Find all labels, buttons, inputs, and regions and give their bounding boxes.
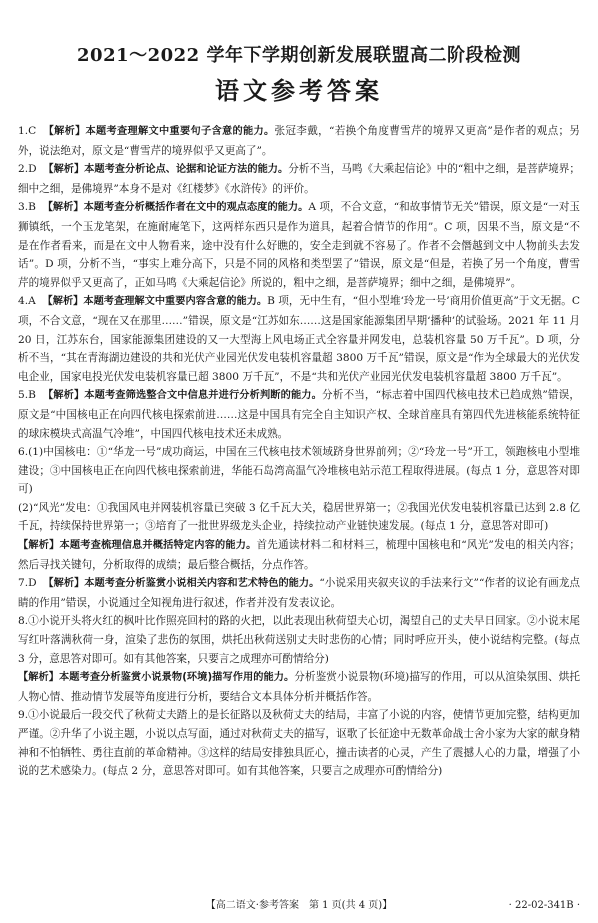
analysis-tag: 【解析】本题考查筛选整合文中信息并进行分析判断的能力。 <box>42 390 322 402</box>
answer-number: 6. <box>18 446 29 459</box>
answer-item <box>18 536 580 574</box>
answer-number: 9. <box>18 709 29 722</box>
page-footer <box>18 899 580 913</box>
answer-text: (1)中国核电：①“华龙一号”成功商运，中国在三代核电技术领域跻身世界前列；②“玲龙一号”开工，领跑核电小型堆建设；③中国核电正在向四代核电探索前进，华能石岛湾高温气冷堆核电站示范工程取得进展。(每点 1 分，意思答对即可) <box>18 446 580 496</box>
answer-number: 5.B <box>18 389 36 402</box>
answer-text: ①小说开头将火红的枫叶比作照亮回村的路的火把，以此表现出秋荷望夫心切，渴望自己的丈夫早日回家。②小说末尾写红叶落满秋荷一身，渲染了悲伤的氛围，烘托出秋荷送别丈夫时悲伤的心情；同时呼应开头，使小说结构完整。(每点 3 分，意思答对即可。如有其他答案，只要言之成理亦可酌情给分) <box>18 615 580 665</box>
answer-number: 1.C <box>18 125 37 137</box>
answer-text: ①小说最后一段交代了秋荷丈夫踏上的是长征路以及秋荷丈夫的结局，丰富了小说的内容，使情节更加完整，结构更加严谨。②升华了小说主题，小说以点写面，通过对秋荷丈夫的描写，讴歌了长征途中无数革命战士舍小家为大家的献身精神和不怕牺牲、勇往直前的革命精神。③这样的结局安排独具匠心，撞击读者的心灵，产生了震撼人心的力量，增强了小说的艺术感染力。(每点 2 分，意思答对即可。如有其他答案，只要言之成理亦可酌情给分) <box>18 709 580 778</box>
analysis-tag: 【解析】本题考查理解文中重要句子含意的能力。 <box>43 126 275 137</box>
answer-number: 7.D <box>18 577 37 590</box>
answer-text: 分析鉴赏小说景物(环境)描写的作用，可以从渲染氛围、烘托人物心情、推动情节发展等角度进行分析，要结合文本具体分析并概括作答。 <box>18 671 580 703</box>
answer-text: B 项，无中生有，“但小型堆‘玲龙一号’商用价值更高”于文无据。C 项，不合文意，“现在又在那里……”错误，原文是“江苏如东……这是国家能源集团早期‘播种’的试验场。2021 年 11 月 20 日，江苏东台，国家能源集团建设的又一大型海上风电场正式全容量并网发电，总装机容量 50 万千瓦”。D 项，分析不当，“其在青海湖边建设的共和光伏产业园光伏发电装机容量超 3800 万千瓦”错误，原文是“作为全球最大的光伏发电企业，国家电投光伏发电装机容量已超 3800 万千瓦”，不是“共和光伏产业园光伏发电装机容量超 3800 万千瓦”。 <box>18 295 580 383</box>
analysis-tag: 【解析】本题考查梳理信息并概括特定内容的能力。 <box>18 540 257 552</box>
answer-text: “小说采用夹叙夹议的手法来行文”“作者的议论有画龙点睛的作用”错误，小说通过全知视角进行叙述，作者并没有发表议论。 <box>18 577 581 609</box>
answer-item <box>18 198 580 292</box>
analysis-tag: 【解析】本题考查分析鉴赏小说相关内容和艺术特色的能力。 <box>43 578 320 590</box>
answer-number: 4.A <box>18 295 36 308</box>
answer-item <box>18 386 580 443</box>
answer-item <box>18 292 580 386</box>
answer-item <box>18 160 580 198</box>
answer-item <box>18 443 580 499</box>
answer-text: 首先通读材料二和材料三，梳理中国核电和“风光”发电的相关内容；然后寻找关键句，分析取得的成绩；最后整合概括，分点作答。 <box>18 539 580 571</box>
answer-number: 8. <box>18 615 29 628</box>
answer-item <box>18 612 580 668</box>
answer-text: A 项，不合文意，“和故事情节无关”错误，原文是“一对玉狮镇纸，一个玉龙笔架，在施耐庵笔下，这两样东西只是作为道具，起着合情节的作用”。C 项，因果不当，原文是“不是在作者看来，而是在文中人物看来，途中没有什么好瞧的，安全走到就不容易了。作者不会僭越到文中人物前头去发话”。D 项，分析不当，“事实上难分高下，只是不同的风格和类型罢了”错误，原文是“但是，若换了另一个角度，曹雪芹的境界似乎又更高了，正如马鸣《大乘起信论》所说的，粗中之细，是菩萨境界；细中之细，是佛境界”。 <box>18 201 580 289</box>
answer-text: (2)“风光”发电：①我国风电并网装机容量已突破 3 亿千瓦大关，稳居世界第一；②我国光伏发电装机容量已达到 2.8 亿千瓦，持续保持世界第一；③培育了一批世界级龙头企业，持续拉动产业链快速发展。(每点 1 分，意思答对即可) <box>18 501 580 533</box>
analysis-tag: 【解析】本题考查理解文中重要内容含意的能力。 <box>42 296 268 308</box>
answer-item <box>18 499 580 536</box>
answer-text: 分析不当，“标志着中国四代核电技术已趋成熟”错误，原文是“中国核电正在向四代核电探索前进……这是中国具有完全自主知识产权、全球首座具有第四代先进核能系统特征的球床模块式高温气冷堆”，中国四代核电技术还未成熟。 <box>18 389 580 440</box>
answer-item <box>18 668 580 706</box>
answer-item <box>18 706 580 780</box>
footer-page-info: 【高二语文·参考答案 第 1 页(共 4 页)】 <box>205 900 393 911</box>
answer-list <box>18 122 580 781</box>
answer-item <box>18 574 580 612</box>
document-title: 语文参考答案 <box>215 76 383 105</box>
exam-title: 2021～2022 学年下学期创新发展联盟高二阶段检测 <box>77 45 521 66</box>
analysis-tag: 【解析】本题考查分析概括作者在文中的观点态度的能力。 <box>42 202 309 214</box>
analysis-tag: 【解析】本题考查分析鉴赏小说景物(环境)描写作用的能力。 <box>18 672 295 684</box>
analysis-tag: 【解析】本题考查分析论点、论据和论证方法的能力。 <box>43 164 289 176</box>
answer-text: 张冠李戴，“若换个角度曹雪芹的境界又更高”是作者的观点；另外，说法绝对，原文是“曹雪芹的境界似乎又更高了”。 <box>18 125 580 157</box>
answer-text: 分析不当，马鸣《大乘起信论》中的“粗中之细，是菩萨境界；细中之细，是佛境界”本身不是对《红楼梦》《水浒传》的评价。 <box>18 163 580 195</box>
answer-number: 2.D <box>18 163 37 176</box>
footer-doc-code: · 22-02-341B · <box>508 900 580 911</box>
answer-number: 3.B <box>18 201 36 214</box>
answer-item <box>18 122 580 160</box>
